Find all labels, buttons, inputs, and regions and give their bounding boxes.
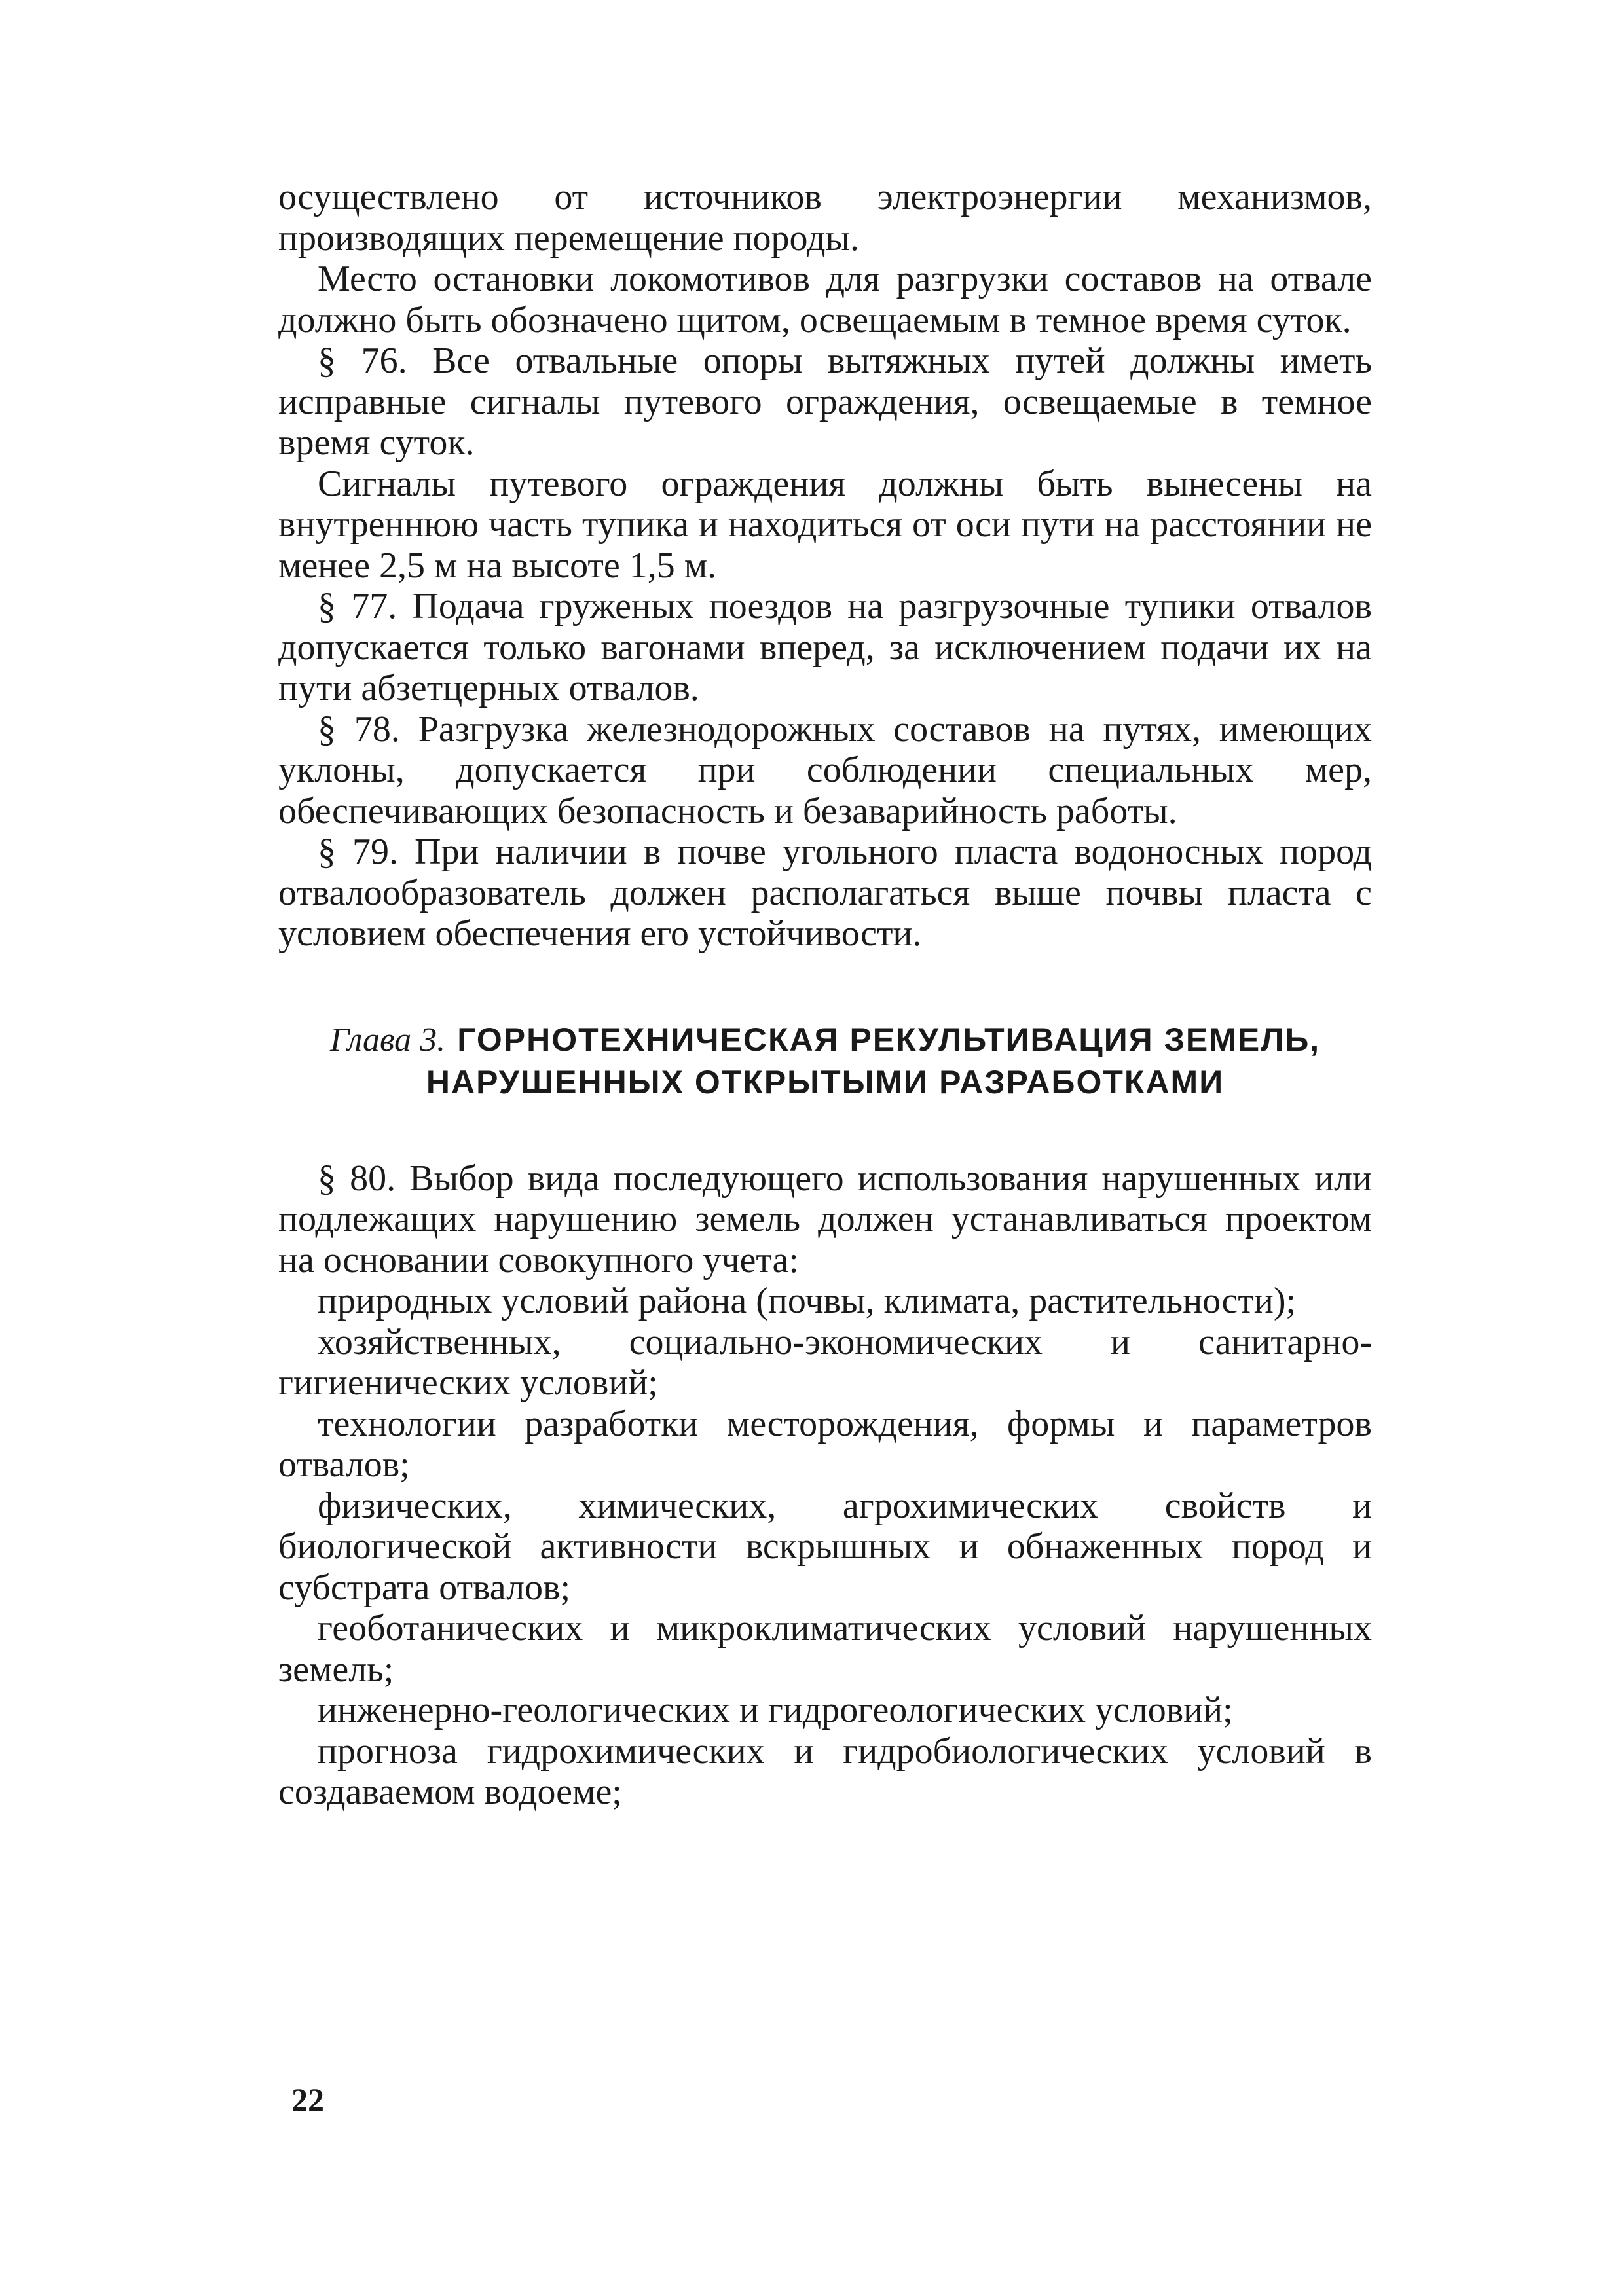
paragraph: Место остановки локомотивов для разгрузки составов на отвале должно быть обозначено щитом, освещаемым в темное время суток. [278, 259, 1372, 340]
paragraph-section-77: § 77. Подача груженых поездов на разгрузочные тупики отвалов допускается только вагонами вперед, за исключением подачи их на пути абзетцерных отвалов. [278, 586, 1372, 708]
text-before-chapter [278, 177, 1372, 955]
list-item: природных условий района (почвы, климата, растительности); [318, 1281, 1297, 1321]
list-item: геоботанических и микроклиматических условий нарушенных земель; [278, 1608, 1372, 1690]
text-after-chapter [278, 1158, 1372, 1813]
page-body [278, 177, 1372, 1813]
list-item: инженерно-геологических и гидрогеологических условий; [318, 1690, 1233, 1730]
paragraph-section-79: § 79. При наличии в почве угольного пласта водоносных пород отвалообразователь должен располагаться выше почвы пласта с условием обеспечения его устойчивости. [278, 831, 1372, 954]
list-item: технологии разработки месторождения, формы и параметров отвалов; [278, 1403, 1372, 1485]
chapter-title-line-1: ГОРНОТЕХНИЧЕСКАЯ РЕКУЛЬТИВАЦИЯ ЗЕМЕЛЬ, [457, 1021, 1321, 1058]
paragraph-section-78: § 78. Разгрузка железнодорожных составов на путях, имеющих уклоны, допускается при соблюдении специальных мер, обеспечивающих безопасность и безаварийность работы. [278, 708, 1372, 831]
chapter-heading [278, 1019, 1372, 1103]
paragraph: осуществлено от источников электроэнергии механизмов, производящих перемещение породы. [278, 177, 1372, 259]
paragraph: Сигналы путевого ограждения должны быть вынесены на внутреннюю часть тупика и находиться от оси пути на расстоянии не менее 2,5 м на высоте 1,5 м. [278, 463, 1372, 586]
chapter-title-line-2: НАРУШЕННЫХ ОТКРЫТЫМИ РАЗРАБОТКАМИ [426, 1063, 1225, 1101]
paragraph-section-76: § 76. Все отвальные опоры вытяжных путей должны иметь исправные сигналы путевого ограждения, освещаемые в темное время суток. [278, 340, 1372, 463]
list-item: хозяйственных, социально-экономических и санитарно-гигиенических условий; [278, 1321, 1372, 1403]
chapter-label: Глава 3. [329, 1021, 446, 1059]
page-number: 22 [291, 2081, 324, 2118]
list-item: прогноза гидрохимических и гидробиологических условий в создаваемом водоеме; [278, 1730, 1372, 1812]
paragraph-section-80: § 80. Выбор вида последующего использования нарушенных или подлежащих нарушению земель должен устанавливаться проектом на основании совокупного учета: [278, 1157, 1372, 1281]
list-item: физических, химических, агрохимических свойств и биологической активности вскрышных и обнаженных пород и субстрата отвалов; [278, 1485, 1372, 1608]
